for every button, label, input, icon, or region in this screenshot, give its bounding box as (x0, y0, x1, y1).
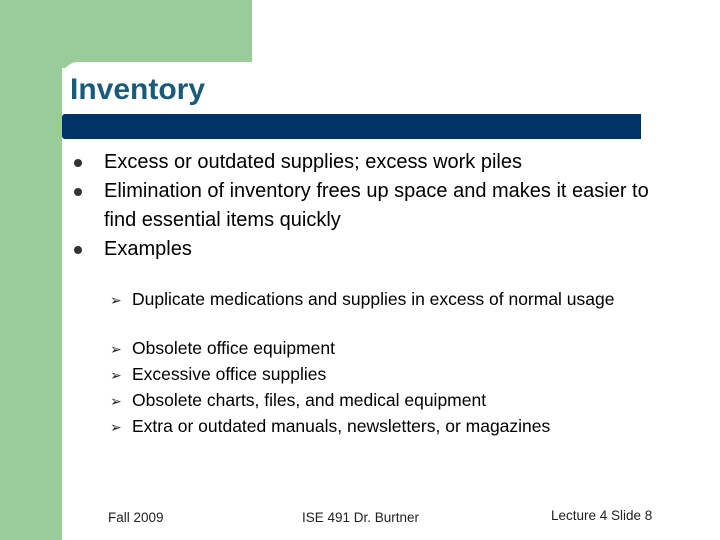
bullet-dot-icon (74, 246, 82, 254)
sub-bullet-text: Obsolete office equipment (132, 338, 336, 358)
left-accent-strip (0, 0, 62, 540)
bullet-text: Examples (104, 238, 192, 260)
footer-date: Fall 2009 (108, 510, 164, 525)
sub-bullet-text: Obsolete charts, files, and medical equipment (132, 390, 487, 410)
arrowhead-icon: ➢ (110, 293, 122, 309)
arrowhead-icon: ➢ (110, 368, 122, 384)
sub-bullet-text: Duplicate medications and supplies in excess of normal usage (132, 289, 615, 309)
slide-title: Inventory (70, 73, 206, 106)
bullet-dot-icon (74, 159, 82, 167)
arrowhead-icon: ➢ (110, 342, 122, 358)
bullet-text: Elimination of inventory frees up space and makes it easier to find essential items quickly (104, 180, 649, 231)
arrowhead-icon: ➢ (110, 394, 122, 410)
sub-bullet-text: Extra or outdated manuals, newsletters, or magazines (132, 416, 551, 436)
sub-bullet-text: Excessive office supplies (132, 364, 327, 384)
bullet-text: Excess or outdated supplies; excess work piles (104, 151, 522, 173)
title-underline-bar (62, 114, 641, 139)
bullet-dot-icon (74, 188, 82, 196)
footer-slide-number: Lecture 4 Slide 8 (551, 508, 653, 523)
arrowhead-icon: ➢ (110, 420, 122, 436)
footer-course: ISE 491 Dr. Burtner (302, 510, 420, 525)
